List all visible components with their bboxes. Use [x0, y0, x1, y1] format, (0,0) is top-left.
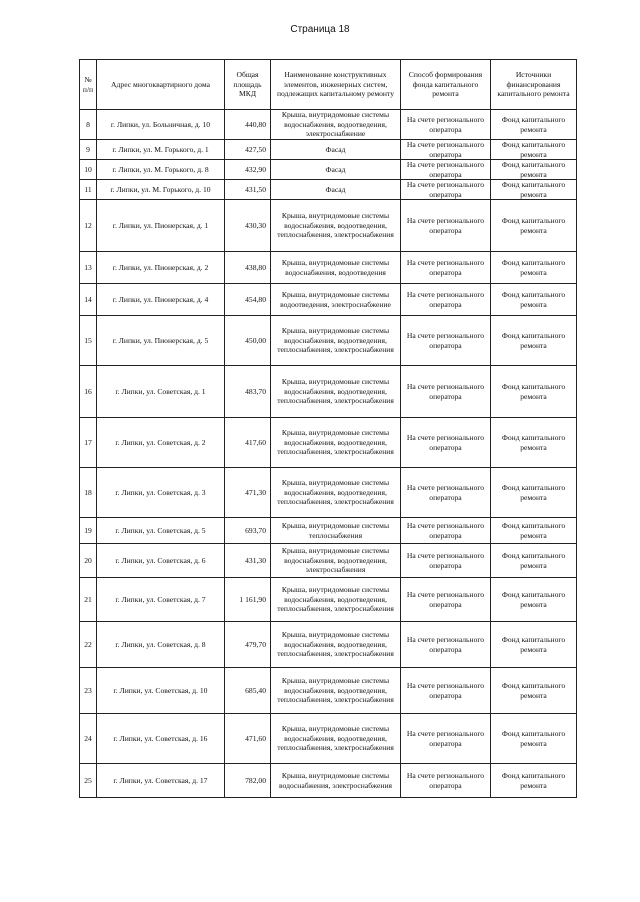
- cell-number: 12: [80, 200, 97, 252]
- cell-area: 685,40: [225, 668, 271, 714]
- cell-number: 10: [80, 160, 97, 180]
- cell-area: 432,90: [225, 160, 271, 180]
- table-row: [80, 764, 577, 798]
- cell-address: г. Липки, ул. Советская, д. 6: [97, 544, 225, 578]
- cell-source: Фонд капитального ремонта: [491, 110, 577, 140]
- cell-source: Фонд капитального ремонта: [491, 518, 577, 544]
- cell-number: 21: [80, 578, 97, 622]
- cell-source: Фонд капитального ремонта: [491, 200, 577, 252]
- cell-elements: Крыша, внутридомовые системы водоснабжения, водоотведения, теплоснабжения, электроснабжения: [271, 418, 401, 468]
- cell-source: Фонд капитального ремонта: [491, 366, 577, 418]
- cell-method: На счете регионального оператора: [401, 418, 491, 468]
- cell-method: На счете регионального оператора: [401, 160, 491, 180]
- table-header-row: [80, 60, 577, 110]
- building-repair-table: [79, 59, 577, 798]
- cell-area: 431,50: [225, 180, 271, 200]
- cell-address: г. Липки, ул. Советская, д. 8: [97, 622, 225, 668]
- cell-method: На счете регионального оператора: [401, 252, 491, 284]
- cell-source: Фонд капитального ремонта: [491, 544, 577, 578]
- table-row: [80, 366, 577, 418]
- header-elements: Наименование конструктивных элементов, инженерных систем, подлежащих капитальному ремонту: [271, 60, 401, 110]
- cell-source: Фонд капитального ремонта: [491, 284, 577, 316]
- cell-address: г. Липки, ул. М. Горького, д. 10: [97, 180, 225, 200]
- table-row: [80, 200, 577, 252]
- cell-address: г. Липки, ул. Советская, д. 16: [97, 714, 225, 764]
- cell-elements: Крыша, внутридомовые системы водоснабжения, водоотведения, теплоснабжения, электроснабжения: [271, 578, 401, 622]
- cell-address: г. Липки, ул. Пионерская, д. 5: [97, 316, 225, 366]
- table-row: [80, 110, 577, 140]
- cell-source: Фонд капитального ремонта: [491, 140, 577, 160]
- cell-area: 782,00: [225, 764, 271, 798]
- cell-method: На счете регионального оператора: [401, 544, 491, 578]
- table-row: [80, 714, 577, 764]
- cell-address: г. Липки, ул. Советская, д. 7: [97, 578, 225, 622]
- cell-address: г. Липки, ул. Пионерская, д. 1: [97, 200, 225, 252]
- cell-area: 693,70: [225, 518, 271, 544]
- table-row: [80, 468, 577, 518]
- cell-number: 20: [80, 544, 97, 578]
- cell-source: Фонд капитального ремонта: [491, 764, 577, 798]
- cell-elements: Фасад: [271, 140, 401, 160]
- cell-address: г. Липки, ул. Больничная, д. 10: [97, 110, 225, 140]
- cell-source: Фонд капитального ремонта: [491, 418, 577, 468]
- cell-method: На счете регионального оператора: [401, 316, 491, 366]
- header-source: Источники финансирования капитального ремонта: [491, 60, 577, 110]
- cell-method: На счете регионального оператора: [401, 140, 491, 160]
- cell-method: На счете регионального оператора: [401, 714, 491, 764]
- cell-method: На счете регионального оператора: [401, 578, 491, 622]
- cell-elements: Крыша, внутридомовые системы водоснабжения, водоотведения, теплоснабжения, электроснабжения: [271, 668, 401, 714]
- cell-elements: Крыша, внутридомовые системы водоснабжения, электроснабжения: [271, 764, 401, 798]
- cell-number: 15: [80, 316, 97, 366]
- cell-number: 22: [80, 622, 97, 668]
- cell-area: 483,70: [225, 366, 271, 418]
- cell-source: Фонд капитального ремонта: [491, 316, 577, 366]
- cell-address: г. Липки, ул. Советская, д. 2: [97, 418, 225, 468]
- cell-elements: Крыша, внутридомовые системы водоснабжения, водоотведения, теплоснабжения, электроснабжения: [271, 316, 401, 366]
- cell-method: На счете регионального оператора: [401, 110, 491, 140]
- cell-number: 14: [80, 284, 97, 316]
- cell-number: 24: [80, 714, 97, 764]
- cell-area: 417,60: [225, 418, 271, 468]
- cell-elements: Крыша, внутридомовые системы водоснабжения, водоотведения, электроснабжение: [271, 110, 401, 140]
- cell-method: На счете регионального оператора: [401, 180, 491, 200]
- cell-method: На счете регионального оператора: [401, 366, 491, 418]
- cell-number: 16: [80, 366, 97, 418]
- cell-elements: Крыша, внутридомовые системы водоснабжения, водоотведения: [271, 252, 401, 284]
- cell-number: 18: [80, 468, 97, 518]
- table-row: [80, 180, 577, 200]
- cell-source: Фонд капитального ремонта: [491, 578, 577, 622]
- cell-method: На счете регионального оператора: [401, 200, 491, 252]
- cell-elements: Крыша, внутридомовые системы водоотведения, электроснабжение: [271, 284, 401, 316]
- table-row: [80, 518, 577, 544]
- cell-number: 19: [80, 518, 97, 544]
- header-address: Адрес многоквартирного дома: [97, 60, 225, 110]
- cell-address: г. Липки, ул. Советская, д. 5: [97, 518, 225, 544]
- cell-area: 454,80: [225, 284, 271, 316]
- cell-address: г. Липки, ул. Советская, д. 3: [97, 468, 225, 518]
- cell-method: На счете регионального оператора: [401, 284, 491, 316]
- table-row: [80, 160, 577, 180]
- cell-number: 25: [80, 764, 97, 798]
- cell-method: На счете регионального оператора: [401, 668, 491, 714]
- cell-source: Фонд капитального ремонта: [491, 252, 577, 284]
- cell-area: 431,30: [225, 544, 271, 578]
- cell-number: 13: [80, 252, 97, 284]
- cell-number: 17: [80, 418, 97, 468]
- cell-area: 479,70: [225, 622, 271, 668]
- cell-source: Фонд капитального ремонта: [491, 714, 577, 764]
- cell-area: 430,30: [225, 200, 271, 252]
- cell-address: г. Липки, ул. Пионерская, д. 2: [97, 252, 225, 284]
- cell-elements: Фасад: [271, 160, 401, 180]
- cell-elements: Крыша, внутридомовые системы водоснабжения, водоотведения, теплоснабжения, электроснабжения: [271, 200, 401, 252]
- cell-elements: Крыша, внутридомовые системы водоснабжения, водоотведения, теплоснабжения, электроснабжения: [271, 366, 401, 418]
- table-row: [80, 140, 577, 160]
- cell-source: Фонд капитального ремонта: [491, 468, 577, 518]
- cell-number: 8: [80, 110, 97, 140]
- cell-area: 438,80: [225, 252, 271, 284]
- cell-area: 471,30: [225, 468, 271, 518]
- page-number-header: Страница 18: [290, 24, 350, 35]
- cell-area: 1 161,90: [225, 578, 271, 622]
- cell-method: На счете регионального оператора: [401, 518, 491, 544]
- cell-elements: Крыша, внутридомовые системы водоснабжения, водоотведения, теплоснабжения, электроснабжения: [271, 468, 401, 518]
- cell-source: Фонд капитального ремонта: [491, 622, 577, 668]
- table-row: [80, 252, 577, 284]
- cell-source: Фонд капитального ремонта: [491, 160, 577, 180]
- cell-address: г. Липки, ул. Пионерская, д. 4: [97, 284, 225, 316]
- cell-area: 450,00: [225, 316, 271, 366]
- cell-source: Фонд капитального ремонта: [491, 180, 577, 200]
- cell-area: 427,50: [225, 140, 271, 160]
- cell-elements: Крыша, внутридомовые системы теплоснабжения: [271, 518, 401, 544]
- table-row: [80, 418, 577, 468]
- table-row: [80, 668, 577, 714]
- table-row: [80, 544, 577, 578]
- header-method: Способ формирования фонда капитального ремонта: [401, 60, 491, 110]
- cell-method: На счете регионального оператора: [401, 764, 491, 798]
- cell-number: 11: [80, 180, 97, 200]
- cell-address: г. Липки, ул. М. Горького, д. 8: [97, 160, 225, 180]
- cell-address: г. Липки, ул. Советская, д. 17: [97, 764, 225, 798]
- cell-address: г. Липки, ул. Советская, д. 10: [97, 668, 225, 714]
- cell-number: 23: [80, 668, 97, 714]
- cell-number: 9: [80, 140, 97, 160]
- cell-address: г. Липки, ул. Советская, д. 1: [97, 366, 225, 418]
- header-number: № п/п: [80, 60, 97, 110]
- cell-elements: Крыша, внутридомовые системы водоснабжения, водоотведения, теплоснабжения, электроснабжения: [271, 622, 401, 668]
- cell-elements: Крыша, внутридомовые системы водоснабжения, водоотведения, теплоснабжения, электроснабжения: [271, 714, 401, 764]
- cell-method: На счете регионального оператора: [401, 622, 491, 668]
- cell-method: На счете регионального оператора: [401, 468, 491, 518]
- table-row: [80, 578, 577, 622]
- table-row: [80, 622, 577, 668]
- cell-address: г. Липки, ул. М. Горького, д. 1: [97, 140, 225, 160]
- header-area: Общая площадь МКД: [225, 60, 271, 110]
- cell-elements: Крыша, внутридомовые системы водоснабжения, водоотведения, электроснабжения: [271, 544, 401, 578]
- table-row: [80, 284, 577, 316]
- cell-elements: Фасад: [271, 180, 401, 200]
- table-row: [80, 316, 577, 366]
- table-body: [80, 110, 577, 798]
- cell-area: 440,80: [225, 110, 271, 140]
- cell-area: 471,60: [225, 714, 271, 764]
- cell-source: Фонд капитального ремонта: [491, 668, 577, 714]
